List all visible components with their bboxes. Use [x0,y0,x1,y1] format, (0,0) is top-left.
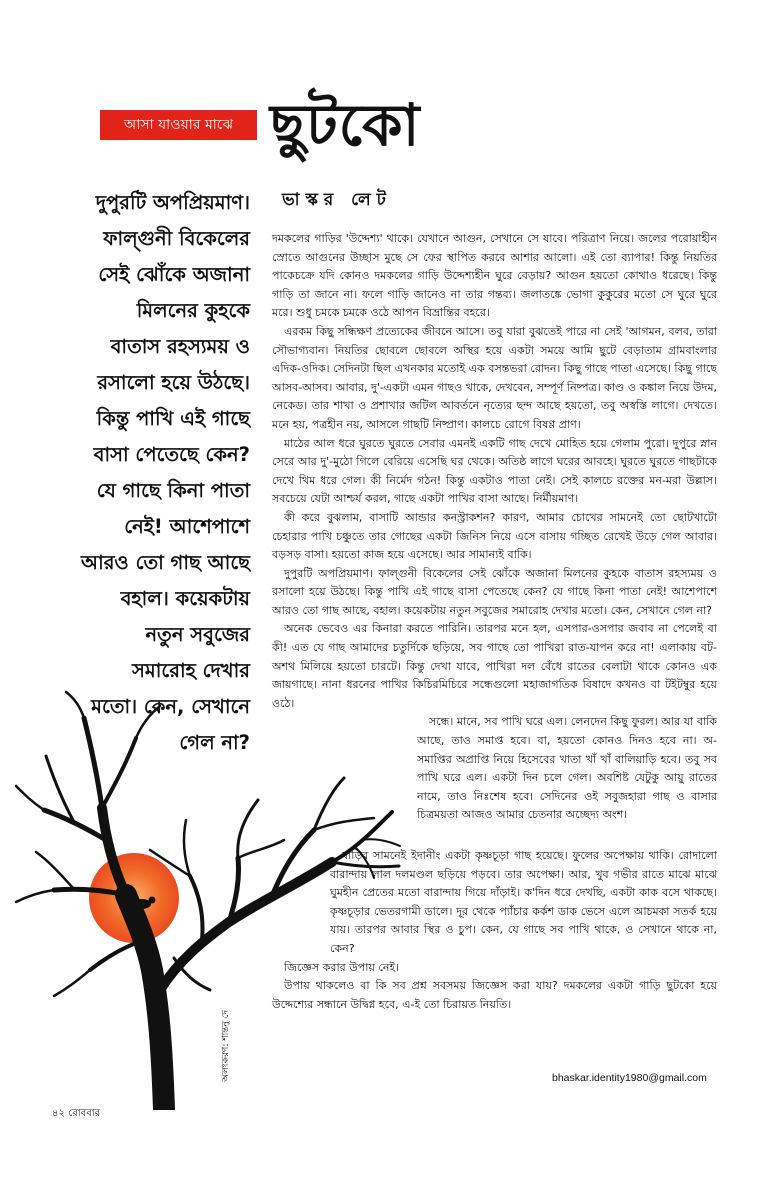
section-tag: আসা যাওয়ার মাঝে [100,110,257,140]
pull-quote-line: আরও তো গাছ আছে [80,551,250,574]
pull-quote-line: নতুন সবুজের [145,623,250,646]
pull-quote-line: কিন্তু পাখি এই গাছে [96,407,250,430]
pull-quote-line: বহাল। কয়েকটায় [120,587,250,610]
pull-quote-line: রসালো হয়ে উঠছে। [97,371,250,394]
illustration-credit: অলংকরণ: শান্তনু দে [221,1010,231,1082]
article-paragraph: দুপুরটি অপপ্রিয়মাণ। ফাল্গুনী বিকেলের সেই ঝোঁকে অজানা মিলনের কুহকে বাতাস রহস্যময় ও রসালো হয়ে উঠছে। কিন্তু পাখি এই গাছে বাসা পেতেছে কেন? যে গাছে কিনা পাতা নেই! আশেপাশে আরও তো গাছ আছে, বহাল। কয়েকটায় নতুন সবুজের সমারোহ দেখার মতো। কেন, সেখানে গেল না? [272,566,717,617]
article-paragraph: দমকলের গাড়ির 'উদ্দেশ্য' থাকে। যেখানে আগুন, সেখানে সে যাবে। পরিত্রাণ নিয়ে। জলের পরোয়াহীন স্রোতে আগুনের উচ্ছাস মুছে সে ফের স্থাপিত করবে আশার আলো। এই তো ব্যাপার! কিন্তু নিয়তির পাকেচক্রে যদি কোনও দমকলের গাড়ি উদ্দেশ্যহীন ঘুরে বেড়ায়? আগুন হয়তো কোথাও ধরেছে। কিন্তু গাড়ি তা জানে না। ফলে গাড়ি জানেও না তার গন্তব্য। জলাতঙ্কে ভোগা কুকুরের মতো সে ঘুরে ঘুরে মরে। শুধু চমকে চমকে ওঠে আপন বিভ্রান্তির বহরে। [272,232,717,320]
article-paragraph: জিজ্ঞেস করার উপায় নেই। [284,960,400,974]
article-paragraph: এরকম কিছু সন্ধিক্ষণ প্রত্যেকের জীবনে আসে। তবু যারা বুঝতেই পারে না সেই 'আগমন, বলব, তারা সৌভাগ্যবান। নিয়তির ছোবলে ছোবলে অস্থির হয়ে একটা সময়ে আমি ছুটে বেড়াতাম গ্রামবাংলার এদিক-ওদিক। সেদিনটা ছিল এখনকার মতোই এক বসন্তভরা রোদন। কিছু গাছে পাতা এসেছে। কিছু গাছে আসব-আসব। আবার, দু'-একটা এমন গাছও থাকে, দেখবেন, সম্পূর্ণ নিষ্পত্র। কাণ্ড ও কঙ্কাল নিয়ে উদম, নেকেড। তার শাখা ও প্রশাখার জটিল আবর্তনে নৃত্যের ছন্দ আছে হয়তো, তবু অস্বস্তি লাগে। দেখতে। মনে হয়, পত্রহীন নয়, আসলে গাছটি নিষ্প্রাণ। কালচে রোগে বিষণ্ণ প্রাণ। [272,324,717,431]
pull-quote-line: দুপুরটি অপপ্রিয়মাণ। [95,191,250,214]
pull-quote-line: বাসা পেতেছে কেন? [93,443,250,466]
article-paragraph: মাঠের আল ধরে ঘুরতে ঘুরতে সেবার এমনই একটি গাছ দেখে মোহিত হয়ে গেলাম পুরো। দুপুরে স্নান সেরে আর দু'-মুঠো গিলে বেরিয়ে এসেছি ঘর থেকে। অতিষ্ঠ লাগে ঘরের আবহে। ঘুরতে ঘুরতে গাছটাকে দেখে থিম ধরে গেল। কী নির্মেদ গঠন! কিন্তু একটাও পাতা নেই। সেই কালচে রক্তের মন-মরা উল্লাস। সবচেয়ে যেটা আশ্চর্য করল, গাছে একটা পাখির বাসা আছে। নির্মীয়মাণ। [272,436,717,506]
article-paragraph: কী করে বুঝলাম, বাসাটি আন্ডার কনস্ট্রাকশন? কারণ, আমার চোখের সামনেই তো ছোটখাটো চেহারার পাখি চঞ্চুতে তার গোছের একটা জিনিস নিয়ে এসে বাসায় গচ্ছিত রেখেই উড়ে গেল আবার। বড়সড় বাসা। হয়তো কাজ হয়ে এসেছে। আর সামান্যই বাকি। [272,510,717,562]
author-email: bhaskar.identity1980@gmail.com [552,1072,707,1084]
pull-quote [62,185,250,761]
author-byline: ভাস্কর লেট [282,190,392,210]
pull-quote-line: যে গাছে কিনা পাতা [96,479,250,502]
page-title: ছুটকো [270,91,421,159]
article-body [272,230,717,1014]
pull-quote-line: গেল না? [179,731,250,754]
pull-quote-line: নেই! আশেপাশে [124,515,250,538]
page-folio: ৪২ রোববার [52,1108,101,1119]
article-paragraph: উপায় থাকলেও বা কি সব প্রশ্ন সবসময় জিজ্ঞেস করা যায়? দমকলের একটা গাড়ি ছুটকো হয়ে উদ্দেশ্যের সন্ধানে উদ্বিগ্ন হবে, এ-ই তো চিরায়ত নিয়তি। [272,979,717,1011]
article-paragraph: সন্ধে। মানে, সব পাখি ঘরে এল। লেনদেন কিছু ফুরল। আর যা বাকি আছে, তাও সমাপ্ত হবে। বা, হয়তো কোনও দিনও হবে না। অ-সমাপ্তির অপ্রাপ্তি নিয়ে হিসেবের খাতা খাঁ খাঁ বালিয়াড়ি হবে। তবু সব পাখি ঘরে এল। একটা দিন চলে গেল। অবশিষ্ট যেটুকু আয়ু রাতের নামে, তাও নিঃশেষ হবে। সেদিনের ওই সবুজহারা গাছ ও বাসার চিত্রময়তা আজও আমার চেতনার অচ্ছেদ্য অংশ। [417,715,717,822]
pull-quote-line: মিলনের কুহকে [136,299,250,322]
pull-quote-line: বাতাস রহস্যময় ও [110,335,250,358]
pull-quote-line: সমারোহ দেখার [132,659,250,682]
pull-quote-line: সেই ঝোঁকে অজানা [98,263,250,286]
article-paragraph: বাড়ির সামনেই ইদানীং একটা কৃষ্ণচূড়া গাছ হয়েছে। ফুলের অপেক্ষায় থাকি। রোদালো বারান্দায় লাল দলমণ্ডল ছড়িয়ে পড়বে। তার অপেক্ষা। আর, খুব গভীর রাতে মাঝে মাঝে ঘুমহীন প্রেতের মতো বারান্দায় গিয়ে দাঁড়াই। ক'দিন ধরে দেখছি, একটা কাক বসে থাকছে। কৃষ্ণচূড়ার ভেতরগামী ডালে। দূর থেকে প্যাঁচার কর্কশ ডাক ভেসে এলে আচমকা সতর্ক হয়ে যায়। তারপর আবার স্থির ও চুপ। কেন, যে গাছে সব পাখি থাকে, ও সেখানে থাকে না, কেন? [330,849,717,955]
pull-quote-line: ফাল্গুনী বিকেলের [103,227,250,250]
article-paragraph: অনেক ভেবেও এর কিনারা করতে পারিনি। তারপর মনে হল, এসপার-ওসপার জবাব না পেলেই বা কী! এত যে গাছ আমাদের চতুর্দিকে ছড়িয়ে, সব গাছে তো পাখিরা রাত-যাপন করে না! এলাকায় বট-অশথ মিলিয়ে হয়তো চারটে। কিন্তু দেখা যাবে, পাখিরা দল বেঁধে রাতের বেলাটা থাকে কোনও এক জায়গাছে। নানা ধরনের পাখির কিচিরমিচিরে সন্ধেগুলো মহাজাগতিক বিষাদে কখনও বা টইটম্বুর হয়ে ওঠে। [272,622,717,710]
pull-quote-line: মতো। কেন, সেখানে [91,695,250,718]
